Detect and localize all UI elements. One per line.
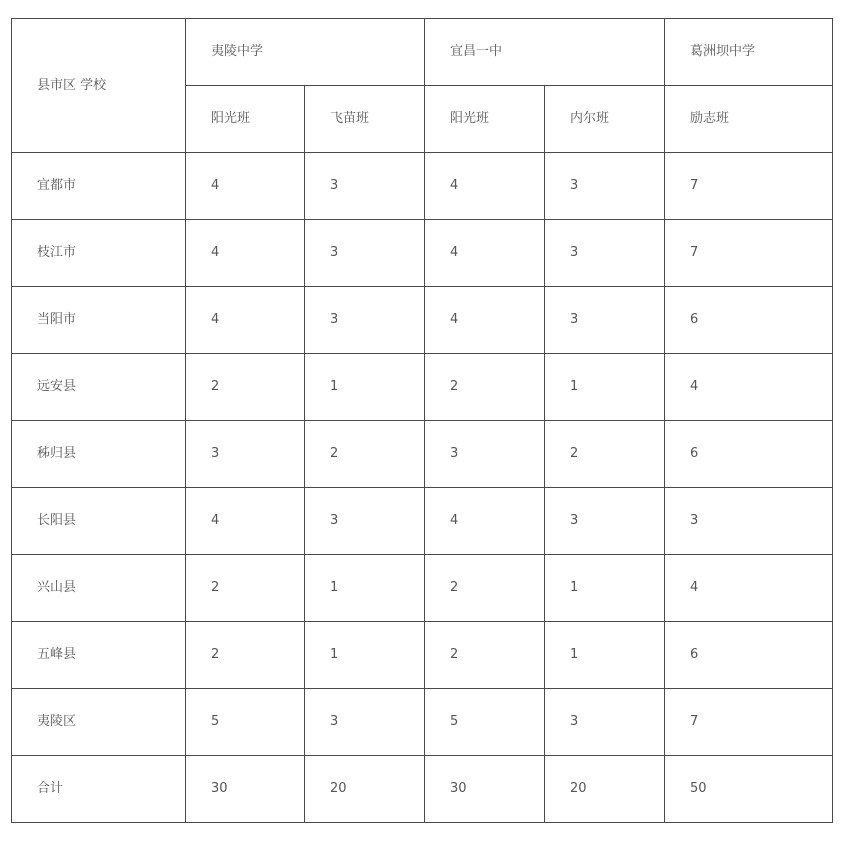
- quota-value: 1: [330, 379, 339, 394]
- quota-cell: [425, 689, 545, 756]
- class-name: 励志班: [690, 111, 730, 126]
- table-row: [12, 622, 833, 689]
- quota-value: 3: [570, 513, 579, 528]
- quota-value: 2: [330, 446, 339, 461]
- quota-value: 5: [211, 714, 220, 729]
- school-name: 宜昌一中: [450, 44, 503, 59]
- quota-cell: [665, 488, 833, 555]
- quota-cell: [545, 555, 665, 622]
- district-cell: [12, 756, 186, 823]
- district-name: 枝江市: [37, 245, 77, 260]
- quota-cell: [425, 756, 545, 823]
- quota-value: 20: [330, 781, 347, 796]
- school-header-cell: [186, 19, 425, 86]
- class-name: 阳光班: [211, 111, 251, 126]
- quota-value: 30: [450, 781, 467, 796]
- quota-cell: [425, 488, 545, 555]
- district-name: 五峰县: [37, 647, 77, 662]
- table-row: [12, 421, 833, 488]
- quota-cell: [186, 421, 305, 488]
- quota-cell: [665, 689, 833, 756]
- quota-value: 3: [330, 714, 339, 729]
- quota-cell: [545, 488, 665, 555]
- class-header-cell: [186, 86, 305, 153]
- quota-value: 3: [330, 245, 339, 260]
- district-name: 当阳市: [37, 312, 77, 327]
- quota-value: 4: [450, 513, 459, 528]
- quota-value: 3: [570, 245, 579, 260]
- quota-value: 4: [450, 312, 459, 327]
- quota-cell: [305, 756, 425, 823]
- quota-cell: [305, 622, 425, 689]
- quota-cell: [545, 756, 665, 823]
- class-name: 内尔班: [570, 111, 610, 126]
- table-row: [12, 555, 833, 622]
- quota-cell: [545, 689, 665, 756]
- district-name: 兴山县: [37, 580, 77, 595]
- class-header-cell: [665, 86, 833, 153]
- district-cell: [12, 689, 186, 756]
- quota-value: 1: [570, 379, 579, 394]
- quota-cell: [186, 689, 305, 756]
- quota-cell: [186, 555, 305, 622]
- quota-cell: [186, 622, 305, 689]
- quota-value: 4: [690, 379, 699, 394]
- quota-table: [11, 18, 833, 823]
- district-cell: [12, 153, 186, 220]
- quota-cell: [425, 153, 545, 220]
- quota-cell: [305, 153, 425, 220]
- quota-value: 4: [211, 513, 220, 528]
- quota-value: 7: [690, 178, 699, 193]
- school-header-cell: [665, 19, 833, 86]
- quota-cell: [545, 153, 665, 220]
- quota-value: 20: [570, 781, 587, 796]
- quota-value: 5: [450, 714, 459, 729]
- district-cell: [12, 421, 186, 488]
- quota-value: 4: [450, 178, 459, 193]
- quota-cell: [425, 287, 545, 354]
- class-name: 阳光班: [450, 111, 490, 126]
- quota-cell: [305, 220, 425, 287]
- district-cell: [12, 354, 186, 421]
- quota-cell: [665, 622, 833, 689]
- district-cell: [12, 287, 186, 354]
- quota-value: 1: [570, 580, 579, 595]
- quota-value: 7: [690, 245, 699, 260]
- quota-cell: [665, 421, 833, 488]
- district-name: 秭归县: [37, 446, 77, 461]
- quota-cell: [545, 287, 665, 354]
- district-name: 远安县: [37, 379, 77, 394]
- quota-cell: [665, 153, 833, 220]
- district-name: 长阳县: [37, 513, 77, 528]
- table-row: [12, 354, 833, 421]
- quota-value: 6: [690, 647, 699, 662]
- quota-value: 2: [570, 446, 579, 461]
- quota-cell: [186, 354, 305, 421]
- quota-cell: [186, 153, 305, 220]
- quota-cell: [305, 488, 425, 555]
- school-header-cell: [425, 19, 665, 86]
- quota-value: 2: [450, 580, 459, 595]
- quota-cell: [545, 421, 665, 488]
- quota-value: 50: [690, 781, 707, 796]
- quota-value: 2: [211, 647, 220, 662]
- table-body: [12, 153, 833, 823]
- school-name: 夷陵中学: [211, 44, 264, 59]
- district-cell: [12, 220, 186, 287]
- class-header-cell: [545, 86, 665, 153]
- quota-value: 7: [690, 714, 699, 729]
- quota-cell: [305, 354, 425, 421]
- quota-value: 3: [570, 714, 579, 729]
- quota-cell: [665, 756, 833, 823]
- quota-value: 6: [690, 446, 699, 461]
- quota-cell: [425, 220, 545, 287]
- quota-cell: [425, 421, 545, 488]
- table-row: [12, 689, 833, 756]
- quota-value: 2: [211, 379, 220, 394]
- quota-value: 1: [330, 647, 339, 662]
- quota-cell: [305, 555, 425, 622]
- school-name: 葛洲坝中学: [690, 44, 756, 59]
- quota-cell: [186, 220, 305, 287]
- corner-header-cell: [12, 19, 186, 153]
- table-row: [12, 287, 833, 354]
- quota-cell: [305, 421, 425, 488]
- district-cell: [12, 622, 186, 689]
- quota-cell: [665, 287, 833, 354]
- quota-value: 2: [450, 379, 459, 394]
- quota-value: 4: [211, 178, 220, 193]
- district-cell: [12, 555, 186, 622]
- quota-value: 3: [690, 513, 699, 528]
- quota-cell: [186, 287, 305, 354]
- quota-cell: [305, 689, 425, 756]
- header-row-schools: [12, 19, 833, 86]
- quota-cell: [186, 488, 305, 555]
- quota-value: 1: [570, 647, 579, 662]
- district-name: 宜都市: [37, 178, 77, 193]
- table-row: [12, 153, 833, 220]
- quota-value: 3: [330, 513, 339, 528]
- class-name: 飞苗班: [330, 111, 370, 126]
- quota-value: 2: [211, 580, 220, 595]
- quota-value: 6: [690, 312, 699, 327]
- quota-cell: [305, 287, 425, 354]
- quota-cell: [545, 354, 665, 421]
- class-header-cell: [305, 86, 425, 153]
- quota-value: 3: [570, 178, 579, 193]
- quota-value: 4: [450, 245, 459, 260]
- quota-cell: [425, 555, 545, 622]
- quota-cell: [425, 354, 545, 421]
- corner-header-label: 县市区 学校: [37, 77, 107, 93]
- quota-value: 4: [211, 312, 220, 327]
- quota-value: 3: [330, 178, 339, 193]
- district-name: 合计: [37, 781, 64, 796]
- quota-cell: [665, 354, 833, 421]
- quota-cell: [665, 220, 833, 287]
- quota-cell: [186, 756, 305, 823]
- total-row: [12, 756, 833, 823]
- table-row: [12, 220, 833, 287]
- quota-cell: [425, 622, 545, 689]
- table-row: [12, 488, 833, 555]
- quota-value: 1: [330, 580, 339, 595]
- quota-cell: [545, 220, 665, 287]
- quota-value: 3: [330, 312, 339, 327]
- district-name: 夷陵区: [37, 714, 77, 729]
- class-header-cell: [425, 86, 545, 153]
- district-cell: [12, 488, 186, 555]
- quota-value: 30: [211, 781, 228, 796]
- quota-value: 3: [211, 446, 220, 461]
- quota-value: 3: [570, 312, 579, 327]
- quota-cell: [665, 555, 833, 622]
- quota-value: 2: [450, 647, 459, 662]
- quota-value: 3: [450, 446, 459, 461]
- quota-value: 4: [211, 245, 220, 260]
- quota-value: 4: [690, 580, 699, 595]
- quota-cell: [545, 622, 665, 689]
